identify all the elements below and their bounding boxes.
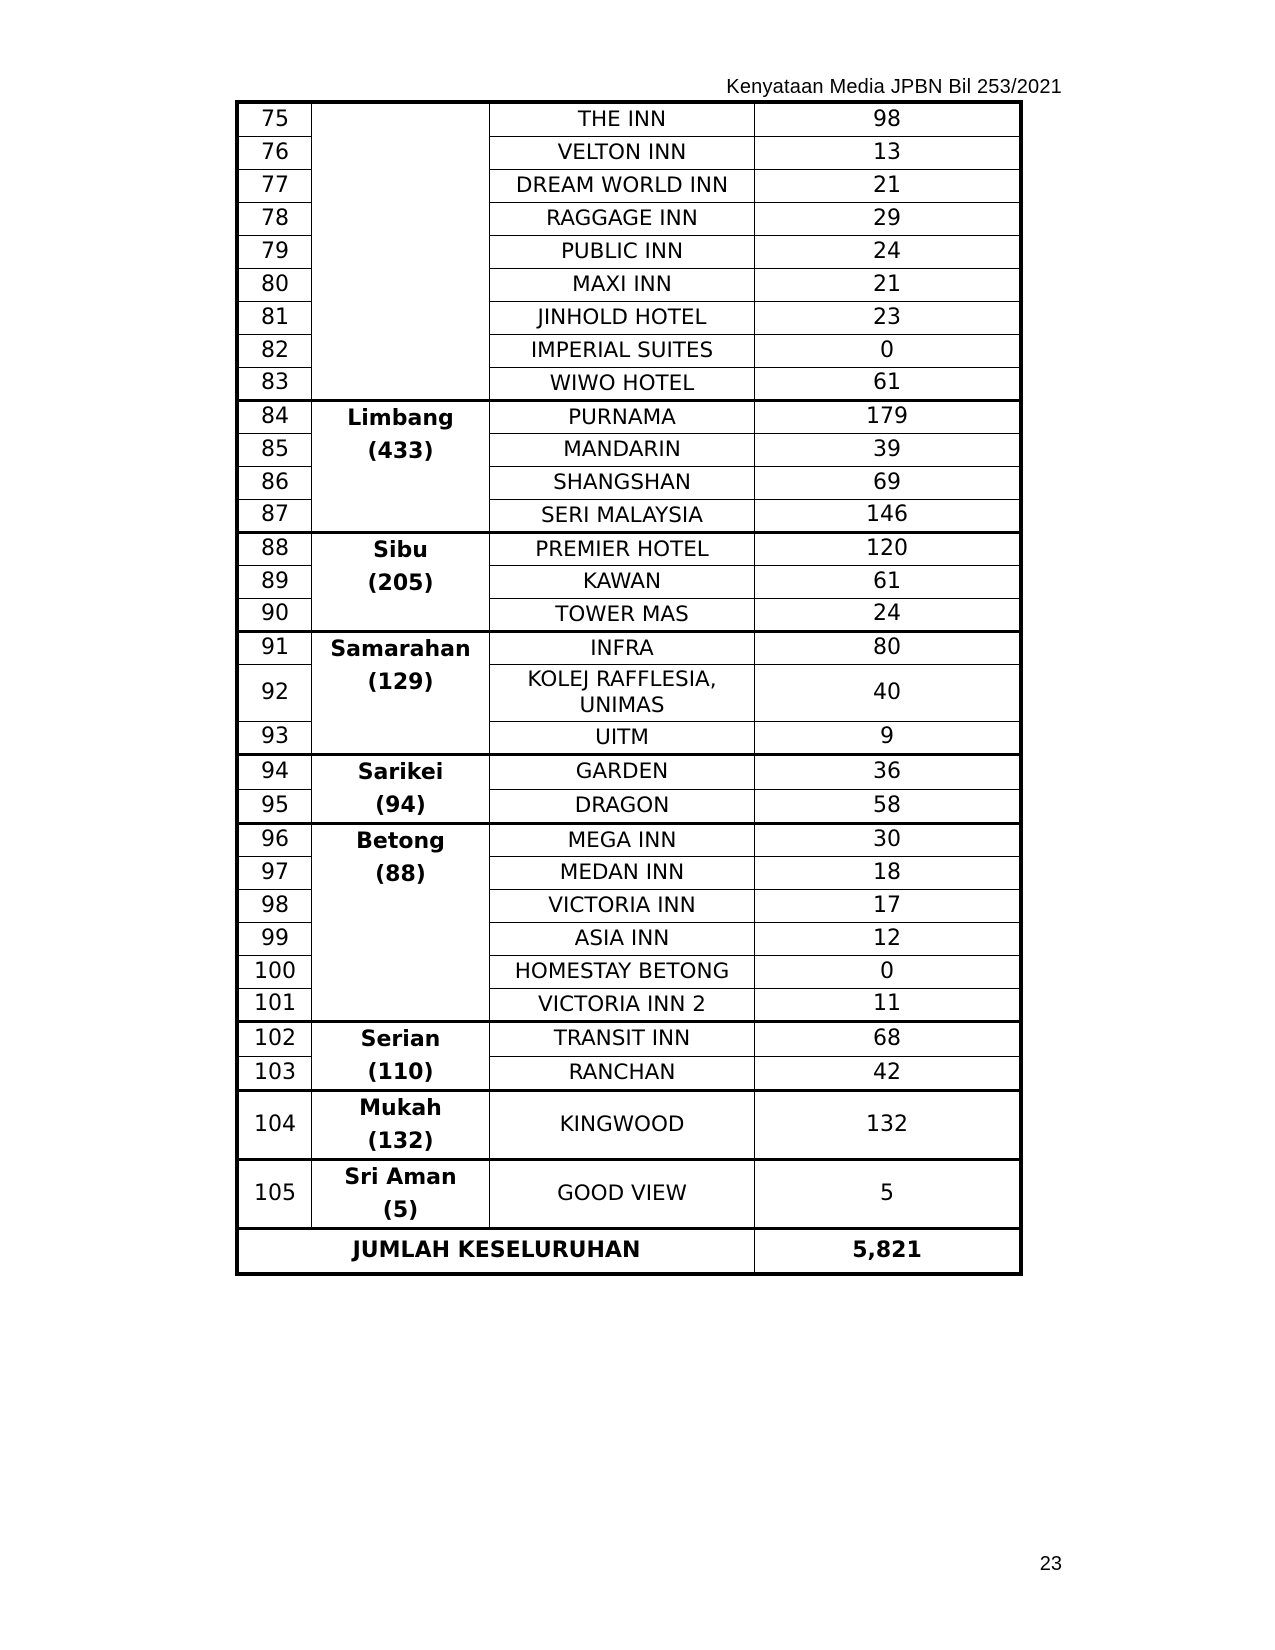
row-number: 102 (239, 1022, 312, 1057)
hotel-count: 179 (755, 401, 1020, 434)
hotel-count: 5 (755, 1160, 1020, 1229)
division-name: Sri Aman (344, 1165, 457, 1190)
hotel-name: WIWO HOTEL (490, 368, 755, 401)
hotel-quarantine-table (238, 103, 1020, 1273)
hotel-count: 80 (755, 632, 1020, 665)
division-name: Mukah (359, 1096, 442, 1121)
row-number: 96 (239, 824, 312, 857)
hotel-count: 69 (755, 467, 1020, 500)
hotel-count: 132 (755, 1091, 1020, 1160)
row-number: 105 (239, 1160, 312, 1229)
hotel-count: 11 (755, 989, 1020, 1022)
hotel-count: 21 (755, 170, 1020, 203)
hotel-count: 40 (755, 665, 1020, 722)
hotel-count: 120 (755, 533, 1020, 566)
hotel-count: 24 (755, 236, 1020, 269)
row-number: 98 (239, 890, 312, 923)
hotel-count: 30 (755, 824, 1020, 857)
hotel-name: RANCHAN (490, 1056, 755, 1091)
row-number: 81 (239, 302, 312, 335)
hotel-name: KOLEJ RAFFLESIA, UNIMAS (490, 665, 755, 722)
row-number: 87 (239, 500, 312, 533)
hotel-name: MEGA INN (490, 824, 755, 857)
hotel-name: HOMESTAY BETONG (490, 956, 755, 989)
hotel-name: PUBLIC INN (490, 236, 755, 269)
division-cell (312, 824, 490, 1022)
hotel-count: 68 (755, 1022, 1020, 1057)
hotel-count: 17 (755, 890, 1020, 923)
hotel-name: VICTORIA INN (490, 890, 755, 923)
row-number: 92 (239, 665, 312, 722)
hotel-count: 58 (755, 789, 1020, 824)
table-row (239, 755, 1020, 790)
row-number: 88 (239, 533, 312, 566)
row-number: 84 (239, 401, 312, 434)
hotel-count: 9 (755, 722, 1020, 755)
hotel-name: PURNAMA (490, 401, 755, 434)
row-number: 80 (239, 269, 312, 302)
division-total: (132) (367, 1129, 434, 1154)
row-number: 95 (239, 789, 312, 824)
hotel-name: THE INN (490, 104, 755, 137)
division-name: Samarahan (330, 637, 471, 662)
row-number: 86 (239, 467, 312, 500)
grand-total-value: 5,821 (755, 1229, 1020, 1273)
hotel-name: TRANSIT INN (490, 1022, 755, 1057)
hotel-name: IMPERIAL SUITES (490, 335, 755, 368)
row-number: 90 (239, 599, 312, 632)
table-row (239, 401, 1020, 434)
division-total: (129) (367, 670, 434, 695)
row-number: 76 (239, 137, 312, 170)
row-number: 83 (239, 368, 312, 401)
division-total: (5) (382, 1198, 419, 1223)
hotel-count: 13 (755, 137, 1020, 170)
division-cell (312, 1091, 490, 1160)
division-total: (94) (375, 793, 426, 818)
division-total: (110) (367, 1060, 434, 1085)
hotel-count: 61 (755, 566, 1020, 599)
table-row (239, 632, 1020, 665)
hotel-name: SERI MALAYSIA (490, 500, 755, 533)
row-number: 93 (239, 722, 312, 755)
division-total: (433) (367, 439, 434, 464)
hotel-count: 146 (755, 500, 1020, 533)
table-row (239, 533, 1020, 566)
row-number: 89 (239, 566, 312, 599)
hotel-count: 36 (755, 755, 1020, 790)
hotel-count: 61 (755, 368, 1020, 401)
division-cell (312, 755, 490, 824)
hotel-name: SHANGSHAN (490, 467, 755, 500)
division-cell (312, 1160, 490, 1229)
row-number: 78 (239, 203, 312, 236)
row-number: 104 (239, 1091, 312, 1160)
division-name: Sibu (373, 538, 428, 563)
row-number: 82 (239, 335, 312, 368)
division-cell (312, 401, 490, 533)
division-cell (312, 104, 490, 401)
hotel-count: 39 (755, 434, 1020, 467)
hotel-count: 98 (755, 104, 1020, 137)
hotel-count: 12 (755, 923, 1020, 956)
page-number: 23 (1039, 1553, 1062, 1575)
division-total: (205) (367, 571, 434, 596)
hotel-name: INFRA (490, 632, 755, 665)
hotel-name: ASIA INN (490, 923, 755, 956)
hotel-name: RAGGAGE INN (490, 203, 755, 236)
hotel-name: MAXI INN (490, 269, 755, 302)
division-total: (88) (375, 862, 426, 887)
hotel-name: TOWER MAS (490, 599, 755, 632)
hotel-name: MEDAN INN (490, 857, 755, 890)
division-cell (312, 632, 490, 755)
hotel-name: GARDEN (490, 755, 755, 790)
hotel-name: KINGWOOD (490, 1091, 755, 1160)
division-cell (312, 1022, 490, 1091)
hotel-name: VICTORIA INN 2 (490, 989, 755, 1022)
hotel-name: MANDARIN (490, 434, 755, 467)
row-number: 99 (239, 923, 312, 956)
division-name: Serian (360, 1027, 441, 1052)
grand-total-row (239, 1229, 1020, 1273)
table-row (239, 1160, 1020, 1229)
hotel-count: 0 (755, 956, 1020, 989)
row-number: 85 (239, 434, 312, 467)
grand-total-label: JUMLAH KESELURUHAN (239, 1229, 755, 1273)
table-row (239, 1022, 1020, 1057)
division-name: Limbang (347, 406, 454, 431)
hotel-name: DREAM WORLD INN (490, 170, 755, 203)
row-number: 79 (239, 236, 312, 269)
hotel-name: JINHOLD HOTEL (490, 302, 755, 335)
hotel-count: 0 (755, 335, 1020, 368)
row-number: 100 (239, 956, 312, 989)
row-number: 77 (239, 170, 312, 203)
division-cell (312, 533, 490, 632)
row-number: 75 (239, 104, 312, 137)
hotel-name: GOOD VIEW (490, 1160, 755, 1229)
division-name: Betong (356, 829, 445, 854)
row-number: 91 (239, 632, 312, 665)
hotel-count: 21 (755, 269, 1020, 302)
hotel-name: PREMIER HOTEL (490, 533, 755, 566)
division-name: Sarikei (357, 760, 444, 785)
hotel-count: 42 (755, 1056, 1020, 1091)
table-row (239, 824, 1020, 857)
row-number: 101 (239, 989, 312, 1022)
table-row (239, 1091, 1020, 1160)
row-number: 97 (239, 857, 312, 890)
row-number: 94 (239, 755, 312, 790)
row-number: 103 (239, 1056, 312, 1091)
hotel-name: VELTON INN (490, 137, 755, 170)
hotel-name: UITM (490, 722, 755, 755)
hotel-count: 23 (755, 302, 1020, 335)
hotel-count: 24 (755, 599, 1020, 632)
hotel-count: 29 (755, 203, 1020, 236)
hotel-count: 18 (755, 857, 1020, 890)
hotel-name: DRAGON (490, 789, 755, 824)
document-header: Kenyataan Media JPBN Bil 253/2021 (726, 76, 1062, 98)
hotel-name: KAWAN (490, 566, 755, 599)
table-row (239, 104, 1020, 137)
